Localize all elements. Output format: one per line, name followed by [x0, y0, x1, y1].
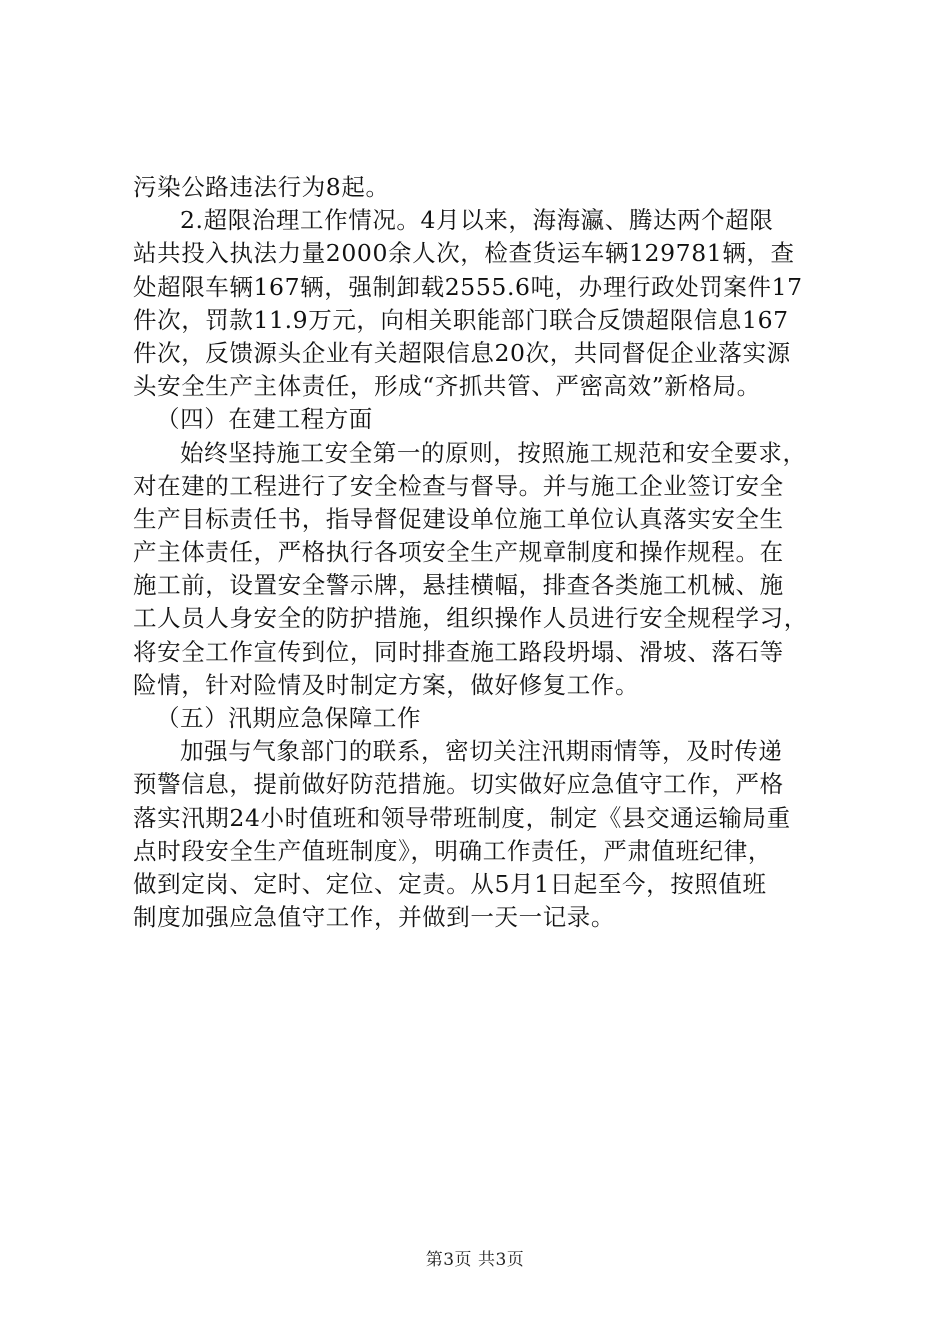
text-line: 将安全工作宣传到位，同时排查施工路段坍塌、滑坡、落石等	[133, 637, 784, 666]
text-line: 产主体责任，严格执行各项安全生产规章制度和操作规程。在	[133, 538, 784, 567]
page-number-label: 第3页 共3页	[425, 1250, 525, 1270]
text-line: 工人员人身安全的防护措施，组织操作人员进行安全规程学习，	[133, 604, 808, 633]
text-line: 落实汛期24小时值班和领导带班制度，制定《县交通运输局重	[133, 803, 791, 832]
text-line: 件次，反馈源头企业有关超限信息20次，共同督促企业落实源	[133, 338, 791, 367]
text-line: 生产目标责任书，指导督促建设单位施工单位认真落实安全生	[133, 504, 784, 533]
text-line: 对在建的工程进行了安全检查与督导。并与施工企业签订安全	[133, 471, 784, 500]
text-line: 件次，罚款11.9万元，向相关职能部门联合反馈超限信息167	[133, 305, 789, 334]
text-line: 污染公路违法行为8起。	[133, 173, 390, 201]
text-line: 做到定岗、定时、定位、定责。从5月1日起至今，按照值班	[133, 869, 767, 898]
text-line: 制度加强应急值守工作，并做到一天一记录。	[133, 903, 615, 932]
text-line: 始终坚持施工安全第一的原则，按照施工规范和安全要求，	[180, 438, 807, 467]
document-body	[133, 171, 833, 934]
text-line: 处超限车辆167辆，强制卸载2555.6吨，办理行政处罚案件17	[133, 272, 803, 301]
text-line: 加强与气象部门的联系，密切关注汛期雨情等，及时传递	[180, 737, 783, 766]
text-line: 施工前，设置安全警示牌，悬挂横幅，排查各类施工机械、施	[133, 571, 784, 600]
text-line: 点时段安全生产值班制度》，明确工作责任，严肃值班纪律，	[133, 836, 772, 865]
text-line: 2.超限治理工作情况。4月以来，海海瀛、腾达两个超限	[180, 206, 774, 235]
text-line: 头安全生产主体责任，形成“齐抓共管、严密高效”新格局。	[133, 372, 761, 401]
text-line: 站共投入执法力量2000余人次，检查货运车辆129781辆，查	[133, 239, 795, 268]
section-heading: （五）汛期应急保障工作	[156, 704, 422, 732]
text-line: 预警信息，提前做好防范措施。切实做好应急值守工作，严格	[133, 770, 784, 799]
text-line: 险情，针对险情及时制定方案，做好修复工作。	[133, 670, 640, 699]
page-footer	[0, 1245, 950, 1270]
section-heading: （四）在建工程方面	[156, 405, 373, 434]
